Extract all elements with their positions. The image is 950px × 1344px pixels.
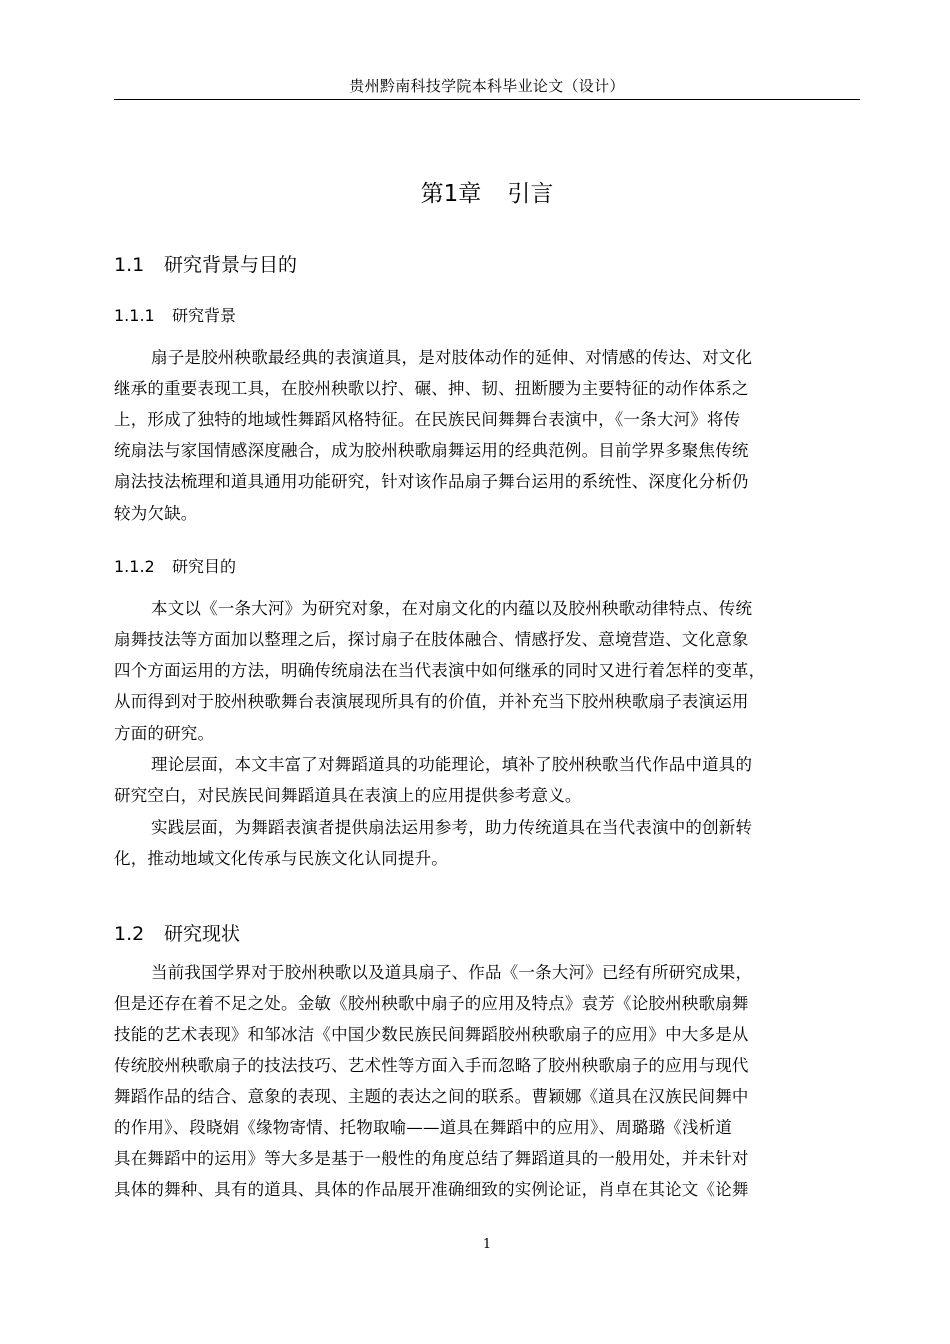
page-header: 贵州黔南科技学院本科毕业论文（设计）	[349, 77, 625, 95]
subsection-number: 1.1.2	[114, 557, 155, 576]
section-title: 研究现状	[164, 923, 241, 945]
text-line: 方面的研究。	[114, 724, 215, 743]
text-line: 四个方面运用的方法，明确传统扇法在当代表演中如何继承的同时又进行着怎样的变革，	[114, 661, 766, 680]
subsection-number: 1.1.1	[114, 306, 155, 325]
chapter-number: 第1章	[420, 181, 482, 207]
text-line: 统扇法与家国情感深度融合，成为胶州秧歌扇舞运用的经典范例。目前学界多聚焦传统	[114, 441, 749, 460]
text-line: 本文以《一条大河》为研究对象，在对扇文化的内蕴以及胶州秧歌动律特点、传统	[151, 599, 753, 618]
chapter-title	[114, 178, 860, 210]
text-line: 具在舞蹈中的运用》等大多是基于一般性的角度总结了舞蹈道具的一般用处，并未针对	[114, 1149, 749, 1168]
text-line: 扇舞技法等方面加以整理之后，探讨扇子在肢体融合、情感抒发、意境营造、文化意象	[114, 630, 749, 649]
text-line: 上，形成了独特的地域性舞蹈风格特征。在民族民间舞舞台表演中，《一条大河》将传	[114, 410, 741, 429]
section-number: 1.1	[114, 254, 145, 276]
section-heading-1-1	[114, 252, 297, 278]
subsection-heading-1-1-1	[114, 305, 236, 327]
section-title: 研究背景与目的	[164, 254, 298, 276]
subsection-heading-1-1-2	[114, 556, 236, 578]
chapter-title-text: 引言	[507, 181, 554, 207]
page-number: 1	[482, 1237, 492, 1252]
text-line: 传统胶州秧歌扇子的技法技巧、艺术性等方面入手而忽略了胶州秧歌扇子的应用与现代	[114, 1056, 749, 1075]
text-line: 理论层面，本文丰富了对舞蹈道具的功能理论，填补了胶州秧歌当代作品中道具的	[151, 755, 753, 774]
text-line: 较为欠缺。	[114, 504, 198, 523]
section-heading-1-2	[114, 921, 240, 947]
text-line: 化，推动地域文化传承与民族文化认同提升。	[114, 849, 448, 868]
text-line: 但是还存在着不足之处。金敏《胶州秧歌中扇子的应用及特点》袁芳《论胶州秧歌扇舞	[114, 994, 749, 1013]
text-line: 具体的舞种、具有的道具、具体的作品展开准确细致的实例论证，肖卓在其论文《论舞	[114, 1180, 749, 1199]
text-line: 扇法技法梳理和道具通用功能研究，针对该作品扇子舞台运用的系统性、深度化分析仍	[114, 472, 749, 491]
text-line: 实践层面，为舞蹈表演者提供扇法运用参考，助力传统道具在当代表演中的创新转	[151, 818, 753, 837]
text-line: 技能的艺术表现》和邹冰洁《中国少数民族民间舞蹈胶州秧歌扇子的应用》中大多是从	[114, 1025, 749, 1044]
subsection-title: 研究目的	[172, 557, 237, 576]
section-number: 1.2	[114, 923, 145, 945]
text-line: 从而得到对于胶州秧歌舞台表演展现所具有的价值，并补充当下胶州秧歌扇子表演运用	[114, 692, 749, 711]
text-line: 当前我国学界对于胶州秧歌以及道具扇子、作品《一条大河》已经有所研究成果，	[151, 963, 753, 982]
subsection-title: 研究背景	[172, 306, 237, 325]
text-line: 舞蹈作品的结合、意象的表现、主题的表达之间的联系。曹颖娜《道具在汉族民间舞中	[114, 1087, 749, 1106]
text-line: 的作用》、段晓娟《缘物寄情、托物取喻——道具在舞蹈中的应用》、周璐璐《浅析道	[114, 1118, 733, 1137]
text-line: 继承的重要表现工具，在胶州秧歌以拧、碾、抻、韧、扭断腰为主要特征的动作体系之	[114, 379, 749, 398]
header-rule	[114, 99, 860, 100]
text-line: 扇子是胶州秧歌最经典的表演道具，是对肢体动作的延伸、对情感的传达、对文化	[151, 348, 753, 367]
text-line: 研究空白，对民族民间舞蹈道具在表演上的应用提供参考意义。	[114, 786, 582, 805]
